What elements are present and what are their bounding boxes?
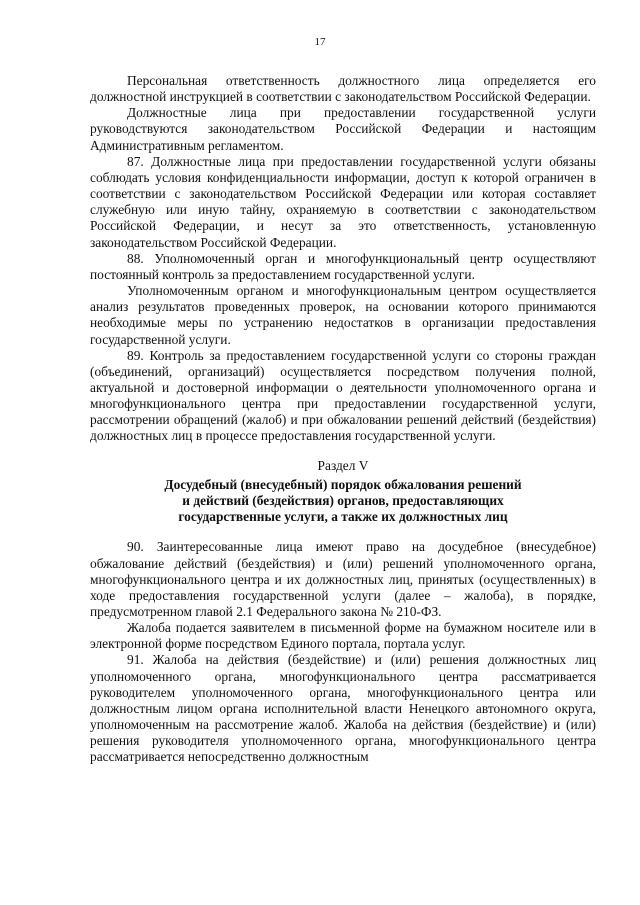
section-title <box>90 477 596 526</box>
paragraph-87: 87. Должностные лица при предоставлении государственной услуги обязаны соблюдать условия конфиденциальности информации, доступ к которой ограничен в соответствии с законодательством Российской Федерации или которая составляет служебную или иную тайну, охраняемую в соответствии с законодательством Российской Федерации, и несут за это ответственность, установленную законодательством Российской Федерации. <box>90 153 596 250</box>
paragraph-responsibility: Персональная ответственность должностного лица определяется его должностной инструкцией в соответствии с законодательством Российской Федерации. <box>90 73 596 105</box>
section-label: Раздел V <box>317 457 369 473</box>
section-heading <box>90 458 596 526</box>
page-number: 17 <box>314 36 326 48</box>
paragraph-91: 91. Жалоба на действия (бездействие) и (или) решения должностных лиц уполномоченного органа, многофункционального центра рассматривается руководителем уполномоченного органа, многофункционального центра или должностным лицом органа исполнительной власти Ненецкого автономного округа, уполномоченным на рассмотрение жалоб. Жалоба на действия (бездействие) и (или) решения руководителя уполномоченного органа, многофункционального центра рассматривается непосредственно должностным <box>90 652 596 765</box>
section-title-line: Досудебный (внесудебный) порядок обжалования решений <box>164 476 522 492</box>
paragraph-88: 88. Уполномоченный орган и многофункциональный центр осуществляют постоянный контроль за предоставлением государственной услуги. <box>90 250 596 282</box>
paragraph-complaint-submission: Жалоба подается заявителем в письменной форме на бумажном носителе или в электронной форме посредством Единого портала, портала услуг. <box>90 620 596 652</box>
paragraph-89: 89. Контроль за предоставлением государственной услуги со стороны граждан (объединений, организаций) осуществляется посредством получения полной, актуальной и достоверной информации о деятельности уполномоченного органа и многофункционального центра при предоставлении государственной услуги, рассмотрении обращений (жалоб) и при обжаловании решений действий (бездействия) должностных лиц в процессе предоставления государственной услуги. <box>90 347 596 444</box>
document-body <box>90 73 596 766</box>
paragraph-inspection-analysis: Уполномоченным органом и многофункциональным центром осуществляется анализ результатов проведенных проверок, на основании которого принимаются необходимые меры по устранению недостатков в организации предоставления государственной услуги. <box>90 283 596 347</box>
paragraph-officials-guidance: Должностные лица при предоставлении государственной услуги руководствуются законодательством Российской Федерации и настоящим Административным регламентом. <box>90 105 596 153</box>
section-title-line: государственные услуги, а также их должностных лиц <box>178 509 508 525</box>
section-title-line: и действий (бездействия) органов, предоставляющих <box>182 492 504 508</box>
paragraph-90: 90. Заинтересованные лица имеют право на досудебное (внесудебное) обжалование действий (бездействия) и (или) решений уполномоченного органа, многофункционального центра и их должностных лиц, принятых (осуществленных) в ходе предоставления государственной услуги (далее – жалоба), в порядке, предусмотренном главой 2.1 Федерального закона № 210-ФЗ. <box>90 539 596 619</box>
